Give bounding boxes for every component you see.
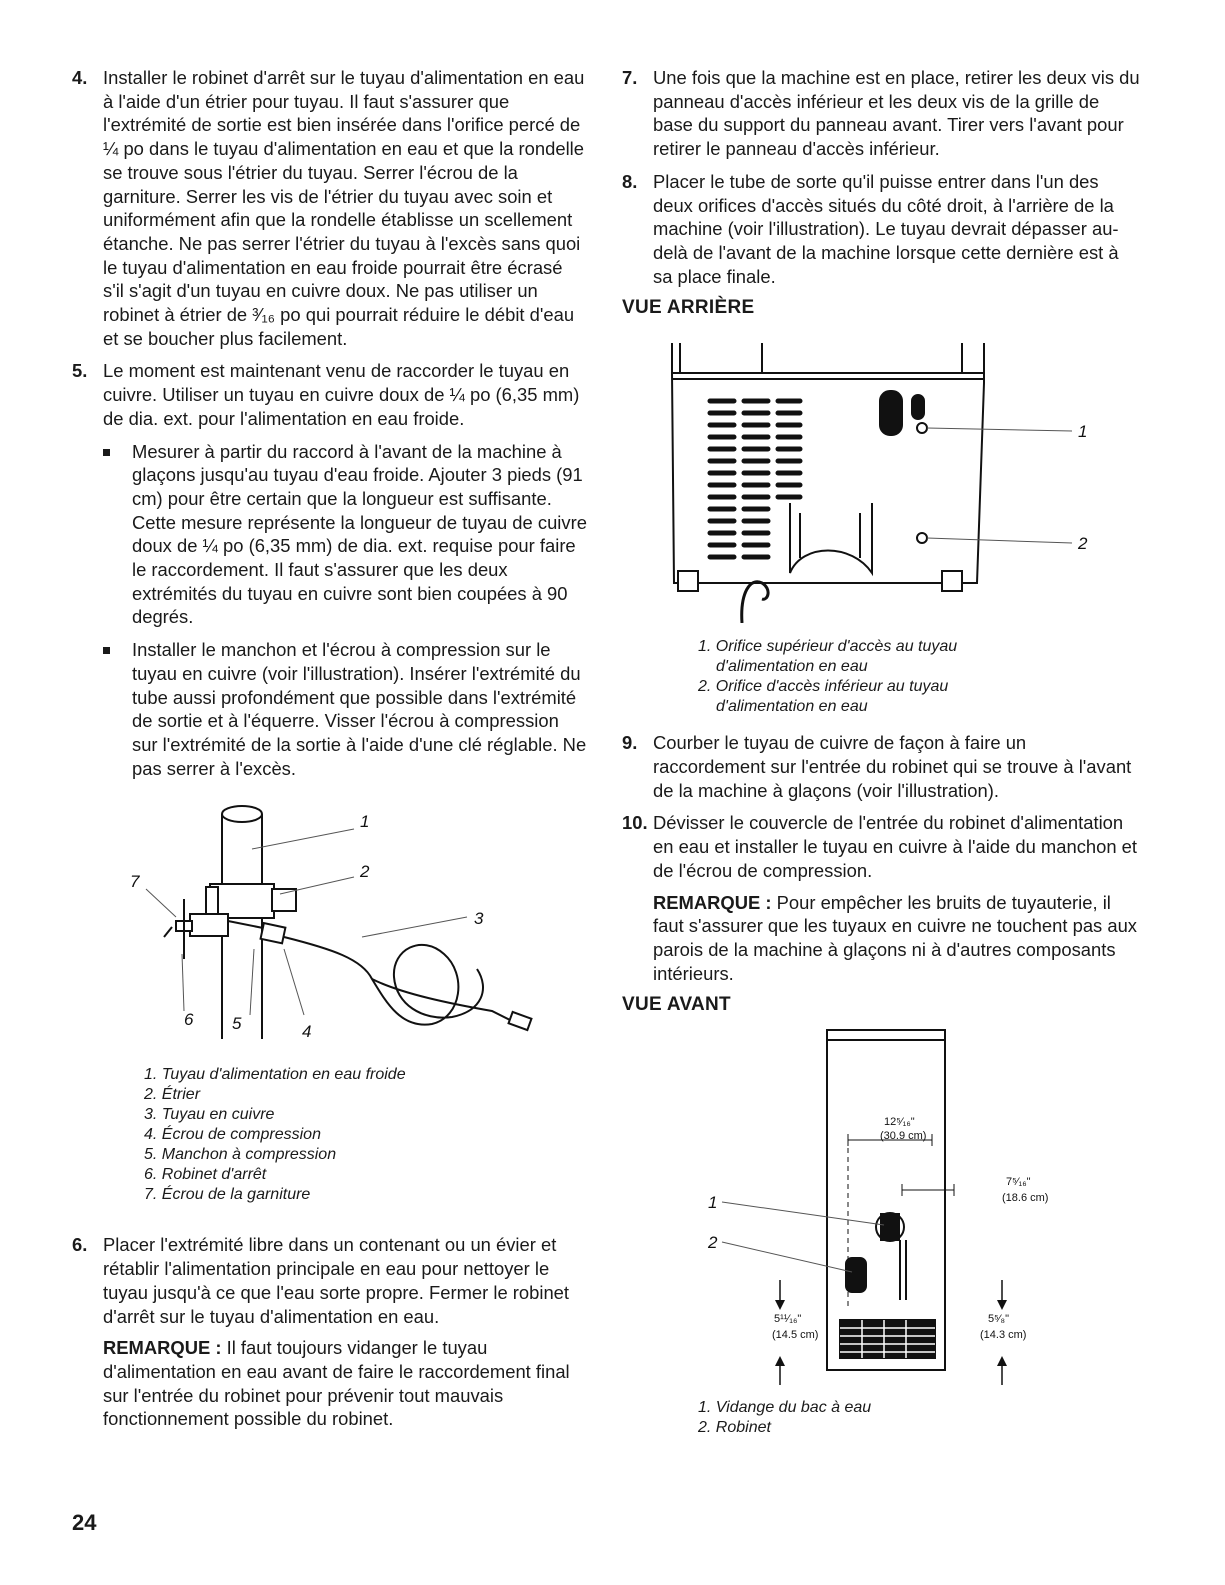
note-label: REMARQUE : <box>653 891 772 913</box>
bullet-item <box>103 440 587 630</box>
bullet-square-icon <box>103 647 110 654</box>
rear-view-caption <box>698 637 1142 717</box>
caption-item: 5. Manchon à compression <box>144 1146 337 1164</box>
rear-view-heading: VUE ARRIÈRE <box>622 297 755 319</box>
step-text: Placer l'extrémité libre dans un contenant ou un évier et rétablir l'alimentation principale en eau pour nettoyer le tuyau jusqu'à ce que l'eau sorte propre. Fermer le robinet d'arrêt sur le tuyau d'alimentation en eau. <box>103 1234 570 1327</box>
note <box>653 891 1142 986</box>
step-5 <box>72 359 587 780</box>
bullet-text: Mesurer à partir du raccord à l'avant de la machine à glaçons jusqu'au tuyau d'eau froide. Ajouter 3 pieds (91 cm) pour être certain que la longueur est suffisante. Cette mesure représente la longueur de tuyau de cuivre doux de ¼ po (6,35 mm) de dia. ext. requise pour faire le raccordement. Il faut s'assurer que les deux extrémités du tuyau en cuivre sont bien coupées à 90 degrés. <box>132 440 587 628</box>
callout-5: 5 <box>232 1014 242 1034</box>
step-text: Placer le tube de sorte qu'il puisse entrer dans l'un des deux orifices d'accès situés du côté droit, à l'arrière de la machine (voir l'illustration). Le tuyau devrait dépasser au-delà de l'avant de la machine lorsque cette dernière est à sa place finale. <box>653 170 1119 287</box>
step-7 <box>622 66 1142 161</box>
step-10 <box>622 811 1142 985</box>
bullet-item <box>103 638 587 780</box>
step-6 <box>72 1233 587 1431</box>
dim-bottom-left-cm: (14.5 cm) <box>772 1329 819 1342</box>
step-number: 4. <box>72 67 88 88</box>
rear-view-illustration <box>622 333 1122 623</box>
bullet-text: Installer le manchon et l'écrou à compression sur le tuyau en cuivre (voir l'illustration). Insérer l'extrémité du tube aussi profondément que possible dans l'extrémité de sortie et à l'équerre. Visser l'écrou à compression sur l'extrémité de la sortie à l'aide d'une clé réglable. Ne pas serrer à l'excès. <box>132 639 587 779</box>
callout-1: 1 <box>360 812 370 832</box>
front-callout-1: 1 <box>708 1193 718 1213</box>
dim-bottom-right-in: 5⁵⁄₈" <box>988 1313 1009 1326</box>
step-4 <box>72 66 587 350</box>
shutoff-valve-illustration <box>72 789 552 1059</box>
front-callout-2: 2 <box>708 1233 718 1253</box>
dim-top-in: 12⁵⁄₁₆" <box>884 1116 915 1129</box>
dim-top-cm: (30.9 cm) <box>880 1130 927 1143</box>
step-text: Installer le robinet d'arrêt sur le tuyau d'alimentation en eau à l'aide d'un étrier pour tuyau. Il faut s'assurer que l'extrémité de sortie est bien insérée dans l'orifice percé de ¼ po dans le tuyau d'alimentation en eau et que la rondelle se trouve sous l'étrier du tuyau. Serrer l'écrou de la garniture. Serrer les vis de l'étrier du tuyau avec soin et uniformément afin que la rondelle établisse un scellement étanche. Ne pas serrer l'étrier du tuyau à l'excès sans quoi le tuyau d'alimentation en eau froide pourrait être écrasé s'il s'agit d'un tuyau en cuivre doux. Ne pas utiliser un robinet à étrier de ³⁄₁₆ po qui pourrait réduire le débit d'eau et se boucher plus facilement. <box>103 67 585 349</box>
caption-item: 3. Tuyau en cuivre <box>144 1106 275 1124</box>
step-number: 7. <box>622 67 638 88</box>
caption-item: 2. Robinet <box>698 1419 771 1437</box>
callout-2: 2 <box>360 862 370 882</box>
caption-item: 2. Étrier <box>144 1086 201 1104</box>
step-9 <box>622 731 1142 802</box>
page-number: 24 <box>72 1510 97 1535</box>
caption-item: 2. Orifice d'accès inférieur au tuyau <box>698 678 949 696</box>
note-text: Il faut toujours vidanger le tuyau d'alimentation en eau avant de faire le raccordement final sur l'entrée du robinet pour prévenir tout mauvais fonctionnement possible du robinet. <box>103 1337 570 1430</box>
callout-6: 6 <box>184 1010 194 1030</box>
note-label: REMARQUE : <box>103 1337 222 1359</box>
caption-item-continued: d'alimentation en eau <box>716 698 868 716</box>
caption-item: 7. Écrou de la garniture <box>144 1186 311 1204</box>
callout-3: 3 <box>474 909 484 929</box>
caption-item-continued: d'alimentation en eau <box>716 658 868 676</box>
figure-caption <box>144 1065 587 1205</box>
front-view-illustration <box>622 1020 1122 1390</box>
bullet-square-icon <box>103 449 110 456</box>
callout-7: 7 <box>130 872 140 892</box>
step-8 <box>622 170 1142 289</box>
left-column <box>72 66 587 1440</box>
dim-right-cm: (18.6 cm) <box>1002 1192 1049 1205</box>
front-view-heading: VUE AVANT <box>622 994 731 1016</box>
caption-item: 1. Tuyau d'alimentation en eau froide <box>144 1066 406 1084</box>
step-number: 5. <box>72 360 88 382</box>
step-number: 8. <box>622 170 638 192</box>
note <box>103 1336 587 1431</box>
caption-item: 1. Orifice supérieur d'accès au tuyau <box>698 638 958 656</box>
caption-item: 6. Robinet d'arrêt <box>144 1166 267 1184</box>
front-view-caption <box>698 1398 1142 1438</box>
step-text: Le moment est maintenant venu de raccorder le tuyau en cuivre. Utiliser un tuyau en cuivre doux de ¼ po (6,35 mm) de dia. ext. pour l'alimentation en eau froide. <box>103 360 580 429</box>
caption-item: 4. Écrou de compression <box>144 1126 321 1144</box>
step-text: Courber le tuyau de cuivre de façon à faire un raccordement sur l'entrée du robinet qui se trouve à l'avant de la machine à glaçons (voir l'illustration). <box>653 732 1132 801</box>
dim-bottom-left-in: 5¹¹⁄₁₆" <box>774 1313 802 1326</box>
rear-callout-1: 1 <box>1078 422 1088 442</box>
rear-callout-2: 2 <box>1078 534 1088 554</box>
callout-4: 4 <box>302 1022 312 1042</box>
step-text: Dévisser le couvercle de l'entrée du robinet d'alimentation en eau et installer le tuyau en cuivre à l'aide du manchon et de l'écrou de compression. <box>653 812 1138 881</box>
dim-right-in: 7⁵⁄₁₆" <box>1006 1176 1031 1189</box>
right-column <box>622 66 1142 1438</box>
step-text: Une fois que la machine est en place, retirer les deux vis du panneau d'accès inférieur et les deux vis de la grille de base du support du panneau avant. Tirer vers l'avant pour retirer le panneau d'accès inférieur. <box>653 67 1140 160</box>
dim-bottom-right-cm: (14.3 cm) <box>980 1329 1027 1342</box>
step-number: 9. <box>622 732 638 754</box>
step-number: 10. <box>622 812 648 834</box>
step-number: 6. <box>72 1234 88 1256</box>
caption-item: 1. Vidange du bac à eau <box>698 1399 872 1417</box>
note-text: Pour empêcher les bruits de tuyauterie, il faut s'assurer que les tuyaux en cuivre ne touchent pas aux parois de la machine à glaçons ni à d'autres composants intérieurs. <box>653 891 1138 984</box>
